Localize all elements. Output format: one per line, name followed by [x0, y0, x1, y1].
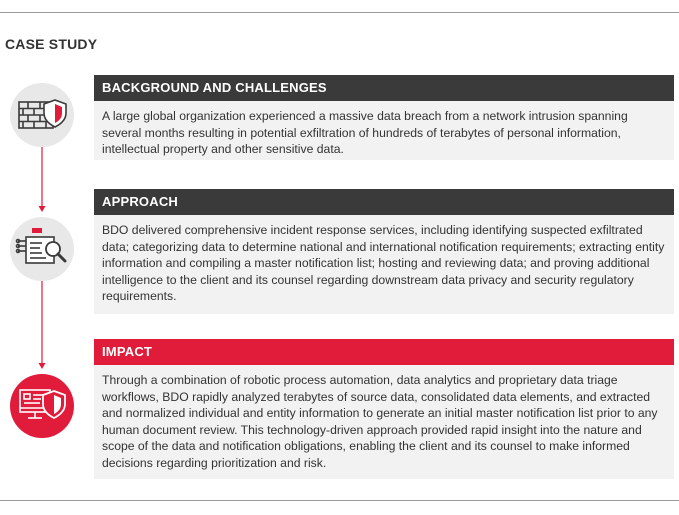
monitor-shield-icon [10, 374, 74, 438]
approach-heading: APPROACH [94, 189, 674, 215]
approach-body: BDO delivered comprehensive incident response services, including identifying suspected exfiltrated data; categorizing data to determine national and international notification requirements; extracting entity information and compiling a master notification list; hosting and reviewing data; and proving additional intelligence to the client and its counsel regarding downstream data privacy and security regulatory requirements. [94, 215, 674, 314]
background-section [94, 75, 674, 160]
case-study-label: CASE STUDY [5, 36, 98, 52]
bottom-divider [0, 500, 679, 501]
firewall-shield-icon [10, 83, 74, 147]
impact-heading: IMPACT [94, 339, 674, 365]
approach-section [94, 189, 674, 314]
impact-section [94, 339, 674, 479]
document-search-icon [10, 217, 74, 281]
impact-body: Through a combination of robotic process automation, data analytics and proprietary data triage workflows, BDO rapidly analyzed terabytes of source data, consolidated data elements, and extracted and normalized individual and entity information to generate an initial master notification list prior to any human document review. This technology-driven approach provided rapid insight into the nature and scope of the data and notification obligations, enabling the client and its counsel to make informed decisions regarding prioritization and risk. [94, 365, 674, 479]
background-body: A large global organization experienced a massive data breach from a network intrusion spanning several months resulting in potential exfiltration of hundreds of terabytes of personal information, intellectual property and other sensitive data. [94, 101, 674, 160]
background-heading: BACKGROUND AND CHALLENGES [94, 75, 674, 101]
